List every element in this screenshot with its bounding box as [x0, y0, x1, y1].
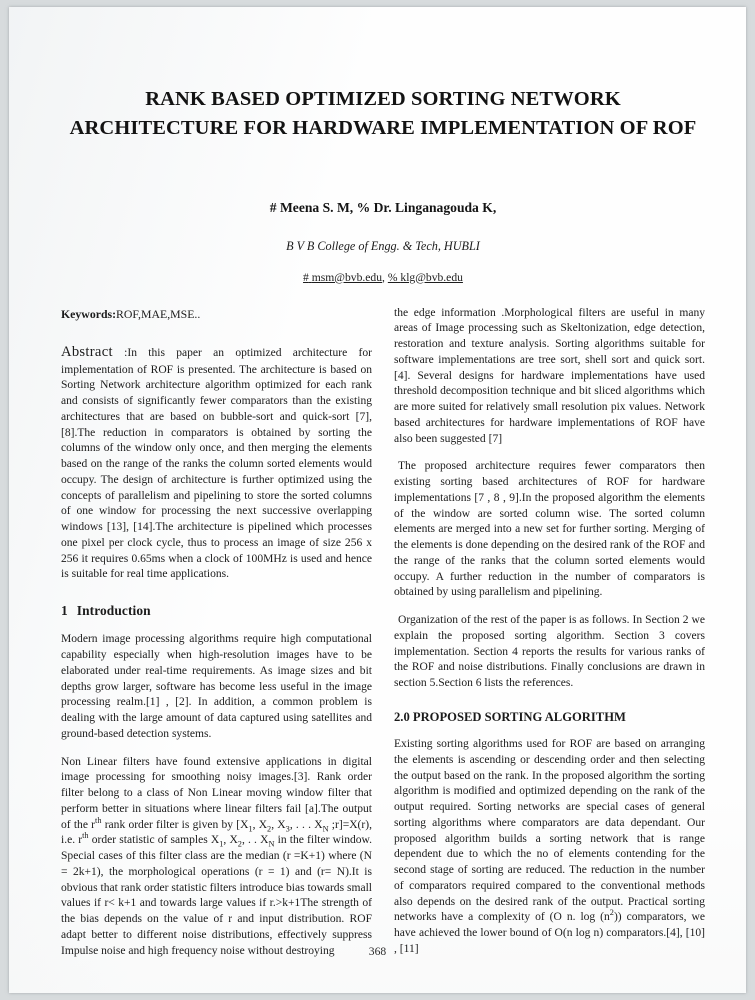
page-content [61, 85, 705, 971]
paper-surface [9, 7, 746, 993]
math-sub-3: 3 [285, 823, 290, 833]
math-sub-7: N [268, 839, 275, 849]
email-first-marker: # [303, 270, 309, 284]
algorithm-text-part-2: )) comparators, we have achieved the lower bound of O(n log n) comparators.[4], [10] , [11] [394, 911, 705, 955]
math-part-5: , . . . X [289, 818, 323, 831]
page-number: 368 [368, 945, 387, 958]
author-list: # Meena S. M, % Dr. Linganagouda K, [269, 199, 497, 215]
algorithm-power: 2 [609, 908, 614, 918]
email-separator: , [382, 270, 385, 284]
right-paragraph-2: The proposed architecture requires fewer comparators then existing sorting based architectures of ROF for hardware implementations [7 , 8 , 9].In the proposed algorithm the elements of the window are sorted column wise. The sorted column elements are merged into a new set for further sorting. Merging of the elements is done depending on the desired rank of the ROF and the range of the ranks that the column sorted elements would occupy. A further reduction in the number of comparators is obtained by using parallelism and pipelining. [394, 460, 705, 599]
two-column-body [61, 306, 705, 972]
email-second-marker: % [387, 270, 398, 284]
abstract-paragraph [61, 343, 372, 583]
math-part-2: rank order filter is given by [X [101, 818, 249, 831]
section-number: 1 [61, 603, 68, 619]
math-sub-1: 1 [248, 823, 253, 833]
page-title: RANK BASED OPTIMIZED SORTING NETWORK ARCHITECTURE FOR HARDWARE IMPLEMENTATION OF ROF [69, 88, 697, 140]
algorithm-text-part-1: Existing sorting algorithms used for ROF are based on arranging the elements is ascending or descending order and then selecting the output based on the rank. In the proposed algorithm the sorting algorithm is modified and optimized depending on the rank of the output required. Sorting networks are special cases of general sorting algorithms where comparators are data dependant. Our proposed algorithm builds a sorting network that is range dependent due to which the no of elements contending for the second stage of sorting are reduced. The reduction in the number of comparators required compared to the conventional methods also depends on the desired rank of the output. Practical sorting networks have a complexity of (O n. log (n [394, 738, 705, 924]
section-title: Introduction [76, 603, 151, 619]
intro-paragraph-1: Modern image processing algorithms require high computational capability especially when high-resolution images have to be elaborated under real-time requirements. As image sizes and bit depths grow larger, software has become less useful in the image processing realm.[1] , [2]. In addition, a common problem is dealing with the large amount of data captured using satellites and ground-based detection systems. [61, 633, 372, 740]
math-sub-5: 1 [219, 839, 224, 849]
affiliation: B V B College of Engg. & Tech, HUBLI [286, 238, 480, 253]
right-continued-paragraph: the edge information .Morphological filters are useful in many areas of Image processing such as Skeltonization, edge detection, restoration and texture analysis. Sorting algorithms suitable for software implementations are tree sort, shell sort and quick sort.[4]. Several designs for hardware implementations have used threshold decomposition technique and bit sliced algorithms which are more suited for relatively small resolution pix values. Network based architectures for hardware implementations of ROF have also been suggested [7] [394, 306, 705, 445]
math-part-1: Non Linear filters have found extensive applications in digital image processing for smoothing noisy images.[3]. Rank order filter belong to a class of Non Linear moving window filter that perform better in situations where linear filters fail [a].The output of the r [61, 755, 372, 831]
math-sub-2: 2 [267, 823, 272, 833]
email-first-address: msm@bvb.edu [311, 270, 383, 284]
abstract-text: :In this paper an optimized architecture for implementation of ROF is presented. The architecture is based on Sorting Network architecture algorithm optimized for each rank and consists of significantly fewer comparators than the existing architectures that are based on bubble-sort and quick-sort [7], [8].The reduction in comparators is obtained by sorting the columns of the window only once, and then merging the elements based on the range of the ranks the column sorted elements would occupy. The design of architecture is further optimized using the concepts of parallelism and pipelining to store the sorted columns of one window for processing the next successive overlapping windows [13], [14].The architecture is pipelined which processes one pixel per clock cycle, thus to process an image of size 256 x 256 it requires 0.65ms when a clock of 100MHz is used and hence is suitable for real time applications. [61, 346, 373, 581]
math-sub-4: N [322, 823, 329, 833]
math-sup-2: th [82, 831, 89, 841]
proposed-algorithm-paragraph [394, 737, 705, 958]
math-part-8: , X [223, 834, 238, 847]
section-heading-introduction [61, 602, 372, 620]
intro-paragraph-2-math [61, 755, 372, 960]
math-part-4: , X [271, 818, 286, 831]
paper-page [9, 7, 746, 993]
email-second-address: klg@bvb.edu [400, 270, 463, 284]
keywords-value: ROF,MAE,MSE.. [116, 306, 201, 321]
math-sub-6: 2 [237, 839, 242, 849]
right-paragraph-3: Organization of the rest of the paper is as follows. In Section 2 we explain the proposed sorting algorithm. Section 3 covers implementation. Section 4 reports the results for various ranks of the ROF and noise distributions. Finally conclusions are drawn in section 5.Section 6 lists the references. [394, 614, 705, 690]
math-sup-1: th [95, 815, 102, 825]
keywords-label: Keywords: [61, 306, 117, 321]
email-second[interactable] [388, 271, 463, 284]
keywords-line [61, 306, 372, 322]
math-part-6: ;r]=X(r), i.e. r [61, 818, 372, 847]
email-first[interactable] [303, 271, 382, 284]
left-column [61, 306, 372, 972]
math-part-10: in the filter window. Special cases of this filter class are the median (r =K+1) where (N = 2k+1), the morphological operations (r = 1) and (r= N).It is obvious that rank order statistic filters introduce bias towards small values if r< k+1 and towards large values if r.>k+1The strength of the bias depends on the value of r and input distribution. ROF adapt better to different noise distributions, effectively suppress Impulse noise and high frequency noise without destroying [61, 834, 372, 957]
math-part-7: order statistic of samples X [88, 834, 220, 847]
section-heading-proposed-algorithm: 2.0 PROPOSED SORTING ALGORITHM [394, 709, 626, 724]
abstract-label: Abstract [61, 343, 113, 360]
math-part-3: , X [252, 818, 268, 831]
right-column [394, 306, 705, 972]
author-emails [61, 271, 705, 284]
math-part-9: , . . X [241, 834, 269, 847]
